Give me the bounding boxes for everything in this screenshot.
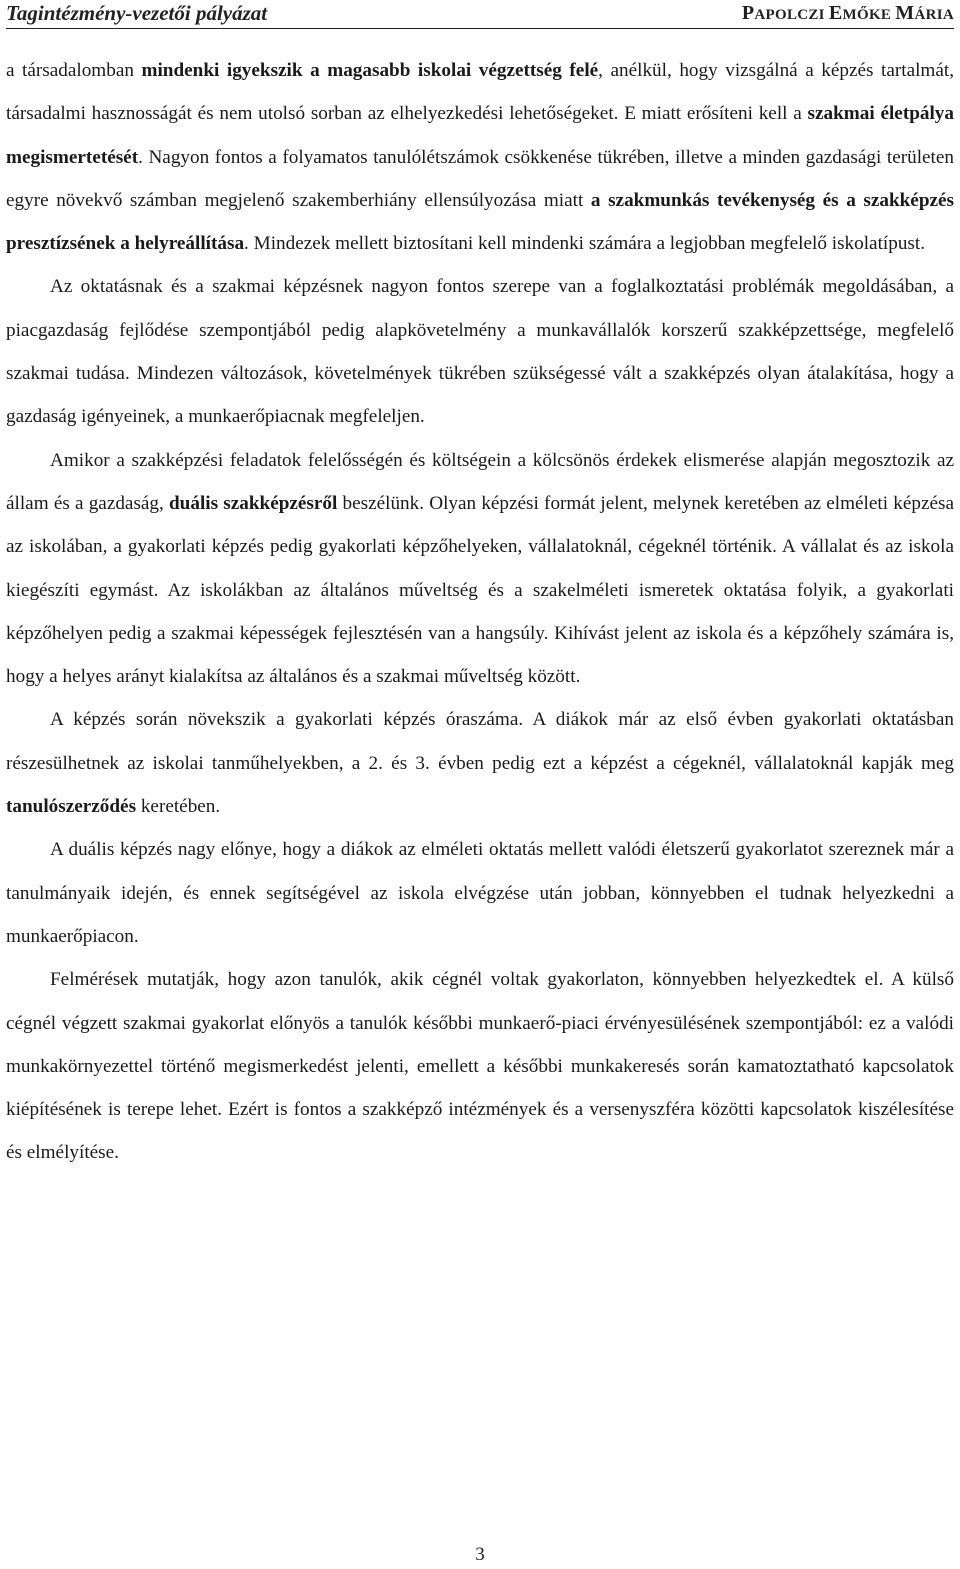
paragraph	[6, 698, 954, 828]
text-run: beszélünk. Olyan képzési formát jelent, melynek keretében az elméleti képzésa az iskolában, a gyakorlati képzés pedig gyakorlati képzőhelyeken, vállalatoknál, cégeknél történik. A vállalat és az iskola kiegészíti egymást. Az iskolákban az általános műveltség és a szakelméleti ismeretek oktatása folyik, a gyakorlati képzőhelyen pedig a szakmai képességek fejlesztésén van a hangsúly. Kihívást jelent az iskola és a képzőhely számára is, hogy a helyes arányt kialakítsa az általános és a szakmai műveltség között.	[6, 492, 954, 688]
paragraph	[6, 49, 954, 265]
bold-phrase: a szakmunkás tevékenység és a szakképzés presztízsének a helyreállítása	[6, 189, 954, 255]
author-initial-m: M	[895, 2, 915, 24]
bold-phrase: duális szakképzésről	[169, 492, 338, 514]
bold-phrase: szakmai életpálya megismertetését	[6, 103, 954, 168]
author-rest-m: ÁRIA	[914, 7, 954, 23]
paragraph	[6, 958, 954, 1174]
paragraph	[6, 828, 954, 958]
text-run: Az oktatásnak és a szakmai képzésnek nagyon fontos szerepe van a foglalkoztatási problémák megoldásában, a piacgazdaság fejlődése szempontjából pedig alapkövetelmény a munkavállalók korszerű szakképzettsége, megfelelő szakmai tudása. Mindezen változások, követelmények tükrében szükségessé vált a szakképzés olyan átalakítása, hogy a gazdaság igényeinek, a munkaerőpiacnak megfeleljen.	[6, 276, 954, 428]
text-run: A képzés során növekszik a gyakorlati képzés óraszáma. A diákok már az első évben gyakorlati oktatásban részesülhetnek az iskolai tanműhelyekben, a 2. és 3. évben pedig ezt a képzést a cégeknél, vállalatoknál kapják meg	[6, 709, 954, 774]
running-header	[6, 0, 954, 29]
bold-phrase: mindenki igyekszik a magasabb iskolai végzettség felé	[141, 60, 599, 81]
paragraph	[6, 265, 954, 438]
author-rest-p: APOLCZI	[754, 7, 829, 23]
bold-phrase: tanulószerződés	[6, 796, 137, 818]
text-run: a társadalomban	[6, 60, 142, 81]
text-run: . Mindezek mellett biztosítani kell mindenki számára a legjobban megfelelő iskolatípust.	[244, 233, 926, 255]
paragraph	[6, 439, 954, 699]
author-rest-e: MŐKE	[842, 7, 896, 23]
text-run: , anélkül, hogy vizsgálná a képzés tartalmát, társadalmi hasznosságát és nem utolsó sorban az elhelyezkedési lehetőségeket. E miatt erősíteni kell a	[6, 60, 954, 125]
text-run: A duális képzés nagy előnye, hogy a diákok az elméleti oktatás mellett valódi életszerű gyakorlatot szereznek már a tanulmányaik idején, és ennek segítségével az iskola elvégzése után jobban, könnyebben el tudnak helyezkedni a munkaerőpiacon.	[6, 839, 954, 947]
text-run: . Nagyon fontos a folyamatos tanulólétszámok csökkenése tükrében, illetve a minden gazdasági területen egyre növekvő számban megjelenő szakemberhiány ellensúlyozása miatt	[6, 146, 954, 211]
text-run: Amikor a szakképzési feladatok felelősségén és költségein a kölcsönös érdekek elismerése alapján megosztozik az állam és a gazdaság,	[6, 449, 954, 514]
text-run: Felmérések mutatják, hogy azon tanulók, akik cégnél voltak gyakorlaton, könnyebben helyezkedtek el. A külső cégnél végzett szakmai gyakorlat előnyös a tanulók későbbi munkaerő-piaci érvényesülésének szempontjából: ez a valódi munkakörnyezettel történő megismerkedést jelenti, emellett a későbbi munkakeresés során kamatoztatható kapcsolatok kiépítésének is terepe lehet. Ezért is fontos a szakképző intézmények és a versenyszféra közötti kapcsolatok kiszélesítése és elmélyítése.	[6, 969, 954, 1164]
page-number: 3	[475, 1544, 485, 1565]
author-initial-e: E	[828, 2, 843, 24]
text-run: keretében.	[136, 796, 221, 818]
author-initial-p: P	[741, 2, 755, 24]
document-title: Tagintézmény-vezetői pályázat	[6, 1, 268, 25]
document-body	[6, 49, 954, 1175]
author-name	[742, 2, 954, 25]
